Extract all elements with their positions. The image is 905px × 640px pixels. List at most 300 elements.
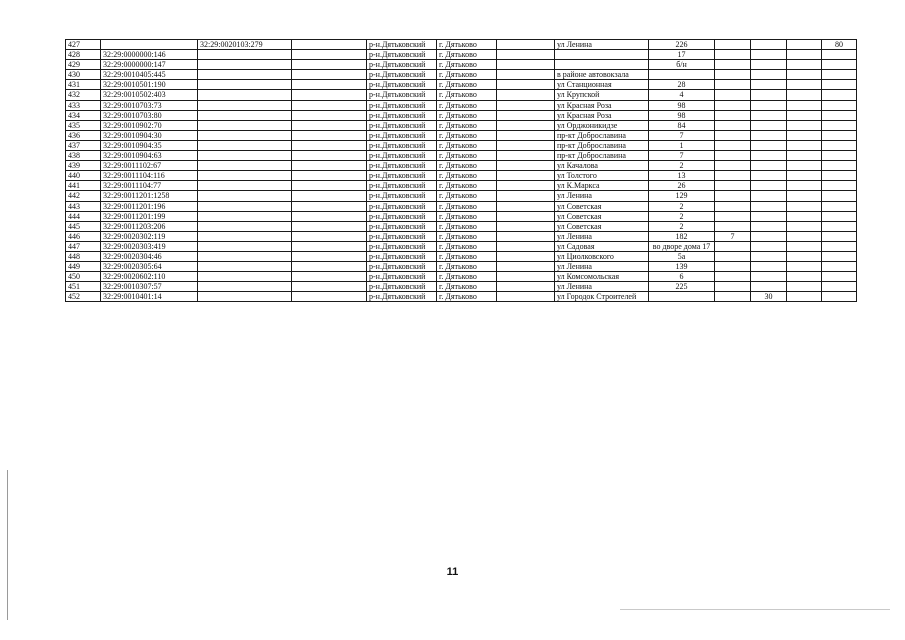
cell-district: р-н.Дятьковский [367,110,437,120]
cell-town: г. Дятьково [437,60,497,70]
table-row [66,181,857,191]
cell-empty2 [497,231,555,241]
cell-num: 436 [66,130,101,140]
cell-district: р-н.Дятьковский [367,221,437,231]
cell-cadastral-a: 32:29:0000000:146 [101,50,198,60]
cell-cadastral-b [198,181,292,191]
cell-district: р-н.Дятьковский [367,50,437,60]
cell-cadastral-a: 32:29:0010703:80 [101,110,198,120]
cell-c [787,110,822,120]
cell-b [751,60,787,70]
cell-district: р-н.Дятьковский [367,231,437,241]
cell-d [822,50,857,60]
cell-district: р-н.Дятьковский [367,201,437,211]
cell-d [822,191,857,201]
cell-cadastral-b [198,80,292,90]
cell-empty2 [497,161,555,171]
cell-empty2 [497,191,555,201]
cell-d [822,161,857,171]
cell-district: р-н.Дятьковский [367,272,437,282]
cell-num: 450 [66,272,101,282]
cell-empty2 [497,151,555,161]
cell-cadastral-b [198,262,292,272]
cell-street: ул Крупской [555,90,649,100]
cell-a [715,60,751,70]
cell-d [822,110,857,120]
cell-cadastral-b [198,130,292,140]
register-table [65,39,857,302]
cell-street: ул Красная Роза [555,100,649,110]
cell-empty1 [292,241,367,251]
cell-num: 451 [66,282,101,292]
cell-b [751,120,787,130]
cell-num: 441 [66,181,101,191]
cell-street: ул Ленина [555,262,649,272]
cell-cadastral-b [198,272,292,282]
cell-empty2 [497,90,555,100]
cell-c [787,70,822,80]
cell-c [787,241,822,251]
cell-street: ул Ленина [555,231,649,241]
cell-b [751,40,787,50]
cell-street: в районе автовокзала [555,70,649,80]
cell-empty2 [497,262,555,272]
cell-d [822,292,857,302]
cell-a [715,282,751,292]
cell-district: р-н.Дятьковский [367,151,437,161]
cell-num: 443 [66,201,101,211]
table-row [66,201,857,211]
cell-d [822,251,857,261]
cell-house: 7 [649,130,715,140]
cell-street: ул Комсомольская [555,272,649,282]
cell-empty1 [292,120,367,130]
cell-empty2 [497,251,555,261]
cell-cadastral-a: 32:29:0011203:206 [101,221,198,231]
cell-house: 2 [649,201,715,211]
cell-street: ул Циолковского [555,251,649,261]
scan-edge-mark [620,609,890,610]
cell-d [822,70,857,80]
cell-cadastral-a: 32:29:0010902:70 [101,120,198,130]
cell-house: 182 [649,231,715,241]
cell-b [751,251,787,261]
cell-empty2 [497,140,555,150]
cell-district: р-н.Дятьковский [367,292,437,302]
cell-empty1 [292,201,367,211]
table-row [66,292,857,302]
cell-d [822,120,857,130]
cell-empty2 [497,211,555,221]
cell-district: р-н.Дятьковский [367,251,437,261]
cell-house: 84 [649,120,715,130]
cell-num: 437 [66,140,101,150]
cell-empty1 [292,80,367,90]
cell-cadastral-a: 32:29:0020602:110 [101,272,198,282]
cell-house: 1 [649,140,715,150]
cell-a [715,90,751,100]
cell-street: пр-кт Доброславина [555,140,649,150]
cell-district: р-н.Дятьковский [367,262,437,272]
cell-empty1 [292,40,367,50]
cell-cadastral-b [198,60,292,70]
cell-town: г. Дятьково [437,201,497,211]
cell-d [822,60,857,70]
cell-num: 444 [66,211,101,221]
cell-num: 447 [66,241,101,251]
cell-street: ул Городок Строителей [555,292,649,302]
cell-empty1 [292,110,367,120]
cell-cadastral-a: 32:29:0010703:73 [101,100,198,110]
cell-district: р-н.Дятьковский [367,120,437,130]
cell-a [715,151,751,161]
cell-cadastral-b [198,282,292,292]
cell-cadastral-b [198,100,292,110]
cell-house: 129 [649,191,715,201]
cell-cadastral-b [198,161,292,171]
cell-empty1 [292,130,367,140]
cell-a [715,110,751,120]
cell-empty1 [292,90,367,100]
cell-num: 446 [66,231,101,241]
cell-a [715,292,751,302]
cell-town: г. Дятьково [437,120,497,130]
cell-b [751,140,787,150]
cell-house [649,292,715,302]
cell-house: 28 [649,80,715,90]
cell-b [751,211,787,221]
cell-a [715,262,751,272]
table-row [66,211,857,221]
cell-town: г. Дятьково [437,110,497,120]
cell-b [751,130,787,140]
cell-district: р-н.Дятьковский [367,282,437,292]
cell-c [787,50,822,60]
cell-house: б/н [649,60,715,70]
cell-empty1 [292,181,367,191]
cell-empty1 [292,70,367,80]
cell-b [751,171,787,181]
cell-street: ул Ленина [555,282,649,292]
table-row [66,231,857,241]
cell-empty1 [292,231,367,241]
table-row [66,251,857,261]
cell-empty2 [497,292,555,302]
cell-cadastral-a: 32:29:0020304:46 [101,251,198,261]
cell-b [751,110,787,120]
cell-cadastral-b [198,110,292,120]
cell-town: г. Дятьково [437,292,497,302]
cell-empty2 [497,50,555,60]
cell-b [751,70,787,80]
cell-street: ул Красная Роза [555,110,649,120]
table-row [66,161,857,171]
cell-house: 4 [649,90,715,100]
cell-cadastral-a: 32:29:0011104:77 [101,181,198,191]
cell-district: р-н.Дятьковский [367,181,437,191]
cell-town: г. Дятьково [437,272,497,282]
cell-empty1 [292,211,367,221]
cell-town: г. Дятьково [437,130,497,140]
cell-a [715,130,751,140]
cell-street [555,50,649,60]
cell-town: г. Дятьково [437,50,497,60]
cell-empty2 [497,181,555,191]
cell-district: р-н.Дятьковский [367,241,437,251]
cell-num: 429 [66,60,101,70]
cell-b [751,191,787,201]
table-row [66,171,857,181]
cell-b [751,90,787,100]
cell-empty2 [497,80,555,90]
cell-empty1 [292,282,367,292]
table-row [66,262,857,272]
cell-c [787,120,822,130]
cell-a [715,140,751,150]
cell-cadastral-a: 32:29:0011102:67 [101,161,198,171]
cell-d: 80 [822,40,857,50]
cell-d [822,151,857,161]
cell-d [822,130,857,140]
cell-town: г. Дятьково [437,151,497,161]
cell-d [822,272,857,282]
cell-d [822,211,857,221]
cell-b [751,272,787,282]
cell-b: 30 [751,292,787,302]
cell-c [787,251,822,261]
cell-num: 434 [66,110,101,120]
cell-d [822,231,857,241]
cell-empty2 [497,130,555,140]
table-row [66,282,857,292]
cell-empty1 [292,60,367,70]
cell-empty2 [497,40,555,50]
cell-cadastral-a [101,40,198,50]
cell-town: г. Дятьково [437,90,497,100]
cell-cadastral-b [198,201,292,211]
table-row [66,90,857,100]
cell-num: 448 [66,251,101,261]
cell-cadastral-a: 32:29:0000000:147 [101,60,198,70]
cell-num: 452 [66,292,101,302]
cell-street: ул Станционная [555,80,649,90]
scan-edge-mark [7,470,8,620]
cell-a [715,241,751,251]
cell-street: ул Садовая [555,241,649,251]
cell-district: р-н.Дятьковский [367,70,437,80]
cell-district: р-н.Дятьковский [367,140,437,150]
cell-town: г. Дятьково [437,40,497,50]
cell-b [751,282,787,292]
cell-d [822,80,857,90]
cell-cadastral-a: 32:29:0011201:196 [101,201,198,211]
cell-street: ул Орджоникидзе [555,120,649,130]
cell-b [751,181,787,191]
table-row [66,272,857,282]
cell-district: р-н.Дятьковский [367,211,437,221]
cell-a [715,120,751,130]
cell-house: 26 [649,181,715,191]
cell-c [787,161,822,171]
cell-cadastral-b [198,90,292,100]
cell-house: 7 [649,151,715,161]
cell-empty1 [292,151,367,161]
cell-c [787,80,822,90]
cell-d [822,90,857,100]
cell-cadastral-a: 32:29:0010502:403 [101,90,198,100]
table-row [66,60,857,70]
cell-a [715,251,751,261]
cell-empty2 [497,201,555,211]
cell-a [715,40,751,50]
cell-num: 442 [66,191,101,201]
cell-c [787,60,822,70]
table-row [66,100,857,110]
cell-cadastral-b: 32:29:0020103:279 [198,40,292,50]
cell-street: ул Советская [555,201,649,211]
cell-house: 2 [649,221,715,231]
cell-num: 432 [66,90,101,100]
cell-town: г. Дятьково [437,161,497,171]
cell-num: 435 [66,120,101,130]
cell-town: г. Дятьково [437,70,497,80]
cell-cadastral-a: 32:29:0020303:419 [101,241,198,251]
cell-house: 5а [649,251,715,261]
cell-town: г. Дятьково [437,251,497,261]
cell-town: г. Дятьково [437,191,497,201]
cell-num: 449 [66,262,101,272]
cell-cadastral-b [198,221,292,231]
cell-cadastral-b [198,231,292,241]
cell-house: 98 [649,100,715,110]
cell-num: 428 [66,50,101,60]
cell-district: р-н.Дятьковский [367,191,437,201]
cell-empty1 [292,292,367,302]
cell-street: ул Советская [555,211,649,221]
cell-num: 445 [66,221,101,231]
cell-town: г. Дятьково [437,80,497,90]
cell-cadastral-a: 32:29:0010307:57 [101,282,198,292]
cell-c [787,140,822,150]
cell-c [787,171,822,181]
table-row [66,50,857,60]
cell-cadastral-a: 32:29:0010904:35 [101,140,198,150]
cell-d [822,282,857,292]
cell-empty1 [292,262,367,272]
cell-empty2 [497,100,555,110]
cell-a: 7 [715,231,751,241]
cell-empty2 [497,120,555,130]
cell-house: 13 [649,171,715,181]
cell-cadastral-a: 32:29:0011201:1258 [101,191,198,201]
table-row [66,120,857,130]
cell-c [787,292,822,302]
cell-cadastral-b [198,251,292,261]
cell-cadastral-b [198,211,292,221]
cell-empty1 [292,140,367,150]
cell-house: 139 [649,262,715,272]
cell-d [822,100,857,110]
cell-a [715,191,751,201]
cell-town: г. Дятьково [437,262,497,272]
table-row [66,140,857,150]
register-body [66,40,857,302]
cell-district: р-н.Дятьковский [367,161,437,171]
cell-num: 438 [66,151,101,161]
cell-a [715,181,751,191]
cell-a [715,100,751,110]
cell-empty1 [292,100,367,110]
cell-empty2 [497,241,555,251]
cell-town: г. Дятьково [437,282,497,292]
cell-house: во дворе дома 17 [649,241,715,251]
cell-cadastral-a: 32:29:0010904:30 [101,130,198,140]
cell-empty2 [497,70,555,80]
cell-town: г. Дятьково [437,100,497,110]
table-row [66,221,857,231]
cell-num: 433 [66,100,101,110]
cell-a [715,80,751,90]
cell-cadastral-a: 32:29:0020302:119 [101,231,198,241]
table-row [66,241,857,251]
cell-empty1 [292,50,367,60]
cell-street: ул Ленина [555,40,649,50]
cell-cadastral-a: 32:29:0020305:64 [101,262,198,272]
cell-town: г. Дятьково [437,241,497,251]
cell-district: р-н.Дятьковский [367,130,437,140]
table-row [66,151,857,161]
cell-cadastral-b [198,241,292,251]
cell-town: г. Дятьково [437,181,497,191]
cell-b [751,231,787,241]
cell-empty1 [292,272,367,282]
cell-b [751,221,787,231]
cell-b [751,151,787,161]
cell-d [822,221,857,231]
cell-c [787,191,822,201]
cell-a [715,50,751,60]
cell-cadastral-a: 32:29:0010401:14 [101,292,198,302]
cell-house: 6 [649,272,715,282]
cell-d [822,262,857,272]
cell-empty2 [497,171,555,181]
cell-num: 431 [66,80,101,90]
cell-d [822,201,857,211]
cell-empty1 [292,221,367,231]
cell-empty2 [497,282,555,292]
cell-c [787,231,822,241]
cell-c [787,262,822,272]
table-row [66,191,857,201]
cell-house: 226 [649,40,715,50]
cell-street: пр-кт Доброславина [555,151,649,161]
cell-c [787,211,822,221]
cell-cadastral-b [198,120,292,130]
cell-a [715,272,751,282]
cell-empty1 [292,191,367,201]
cell-c [787,201,822,211]
cell-town: г. Дятьково [437,221,497,231]
cell-cadastral-b [198,140,292,150]
cell-d [822,241,857,251]
cell-empty2 [497,60,555,70]
cell-cadastral-b [198,50,292,60]
cell-town: г. Дятьково [437,231,497,241]
cell-d [822,181,857,191]
cell-street: пр-кт Доброславина [555,130,649,140]
cell-d [822,140,857,150]
cell-num: 440 [66,171,101,181]
